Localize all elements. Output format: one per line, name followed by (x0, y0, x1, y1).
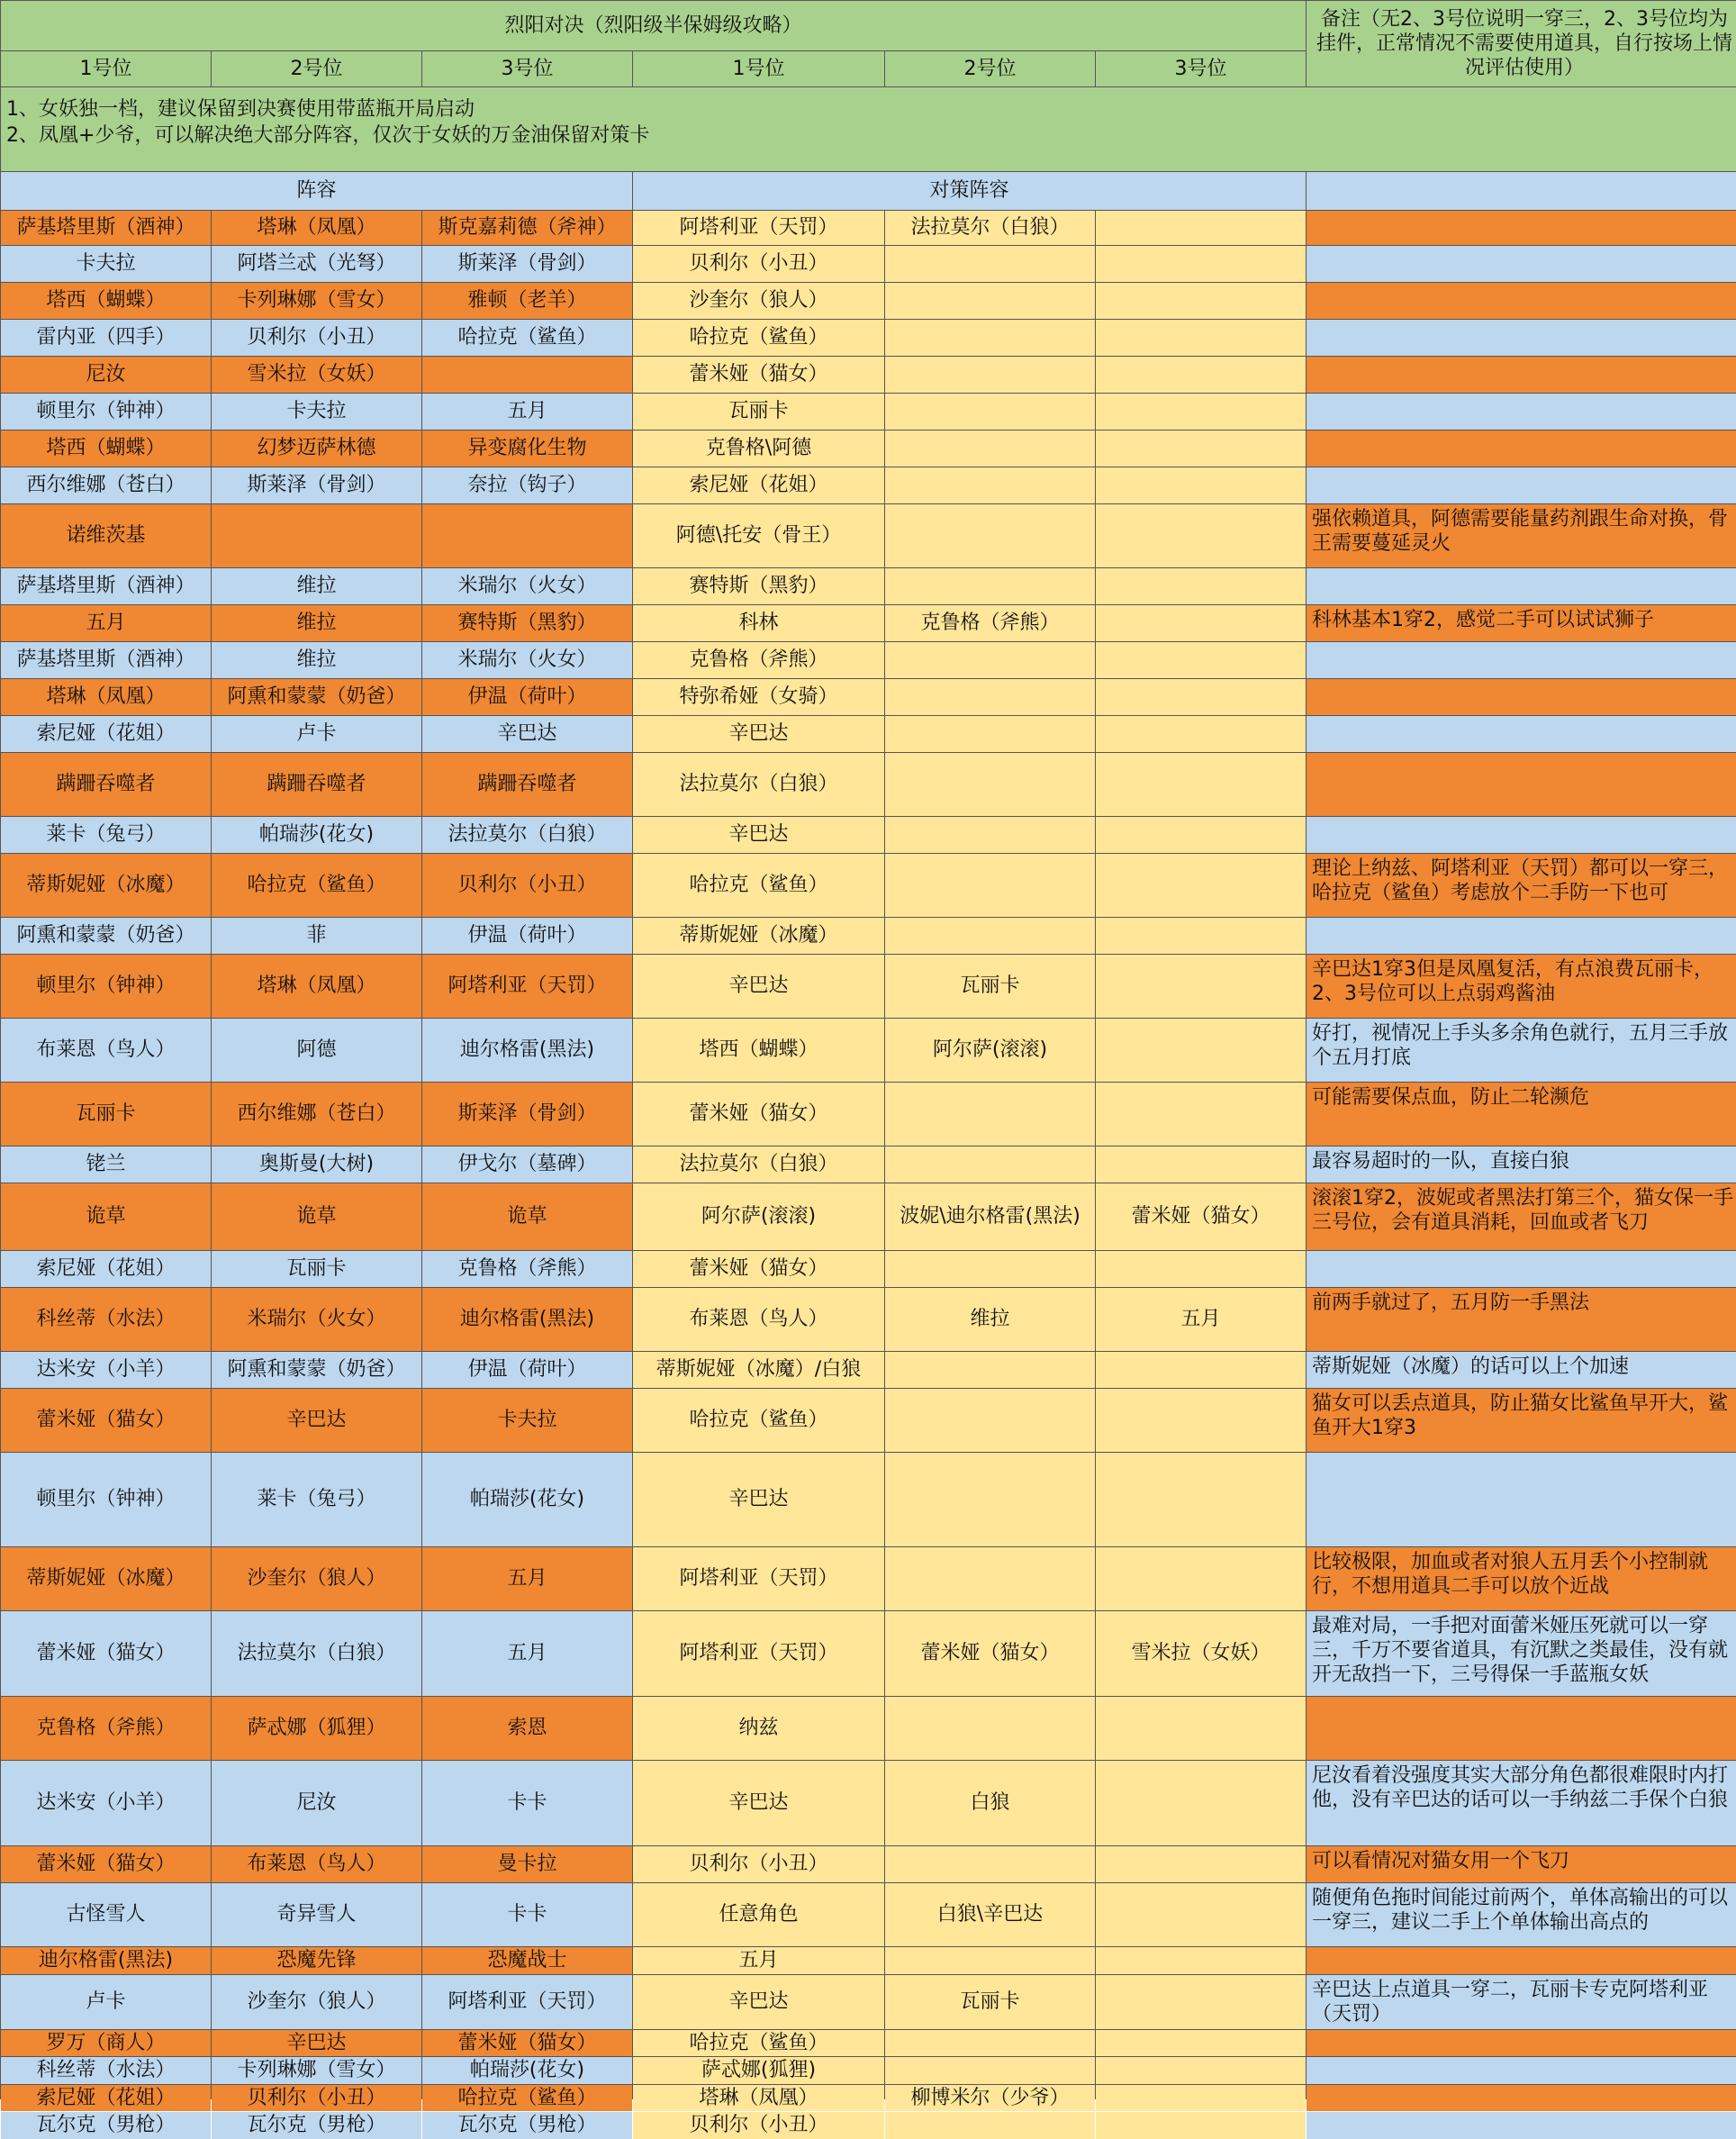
lineup-cell-3[interactable]: 阿塔利亚（天罚） (422, 1975, 632, 2029)
lineup-cell-3[interactable]: 卡夫拉 (422, 1389, 632, 1452)
lineup-cell-1[interactable]: 五月 (1, 605, 211, 641)
counter-cell-3[interactable]: 蕾米娅（猫女） (1096, 1183, 1306, 1250)
lineup-cell-2[interactable]: 奇异雪人 (212, 1883, 421, 1946)
counter-cell-3[interactable] (1096, 357, 1306, 393)
note-cell[interactable] (1307, 2112, 1736, 2139)
counter-cell-3[interactable] (1096, 1251, 1306, 1287)
lineup-cell-2[interactable]: 沙奎尔（狼人） (212, 1975, 421, 2029)
counter-cell-3[interactable] (1096, 568, 1306, 604)
lineup-cell-2[interactable]: 贝利尔（小丑） (212, 320, 421, 356)
lineup-cell-3[interactable]: 蕾米娅（猫女） (422, 2030, 632, 2056)
counter-cell-1[interactable]: 哈拉克（鲨鱼） (633, 1389, 884, 1452)
note-cell[interactable]: 猫女可以丢点道具，防止猫女比鲨鱼早开大，鲨鱼开大1穿3 (1307, 1389, 1736, 1452)
counter-cell-2[interactable] (885, 642, 1095, 678)
lineup-cell-1[interactable]: 达米安（小羊） (1, 1352, 211, 1388)
lineup-cell-1[interactable]: 铑兰 (1, 1147, 211, 1183)
lineup-cell-1[interactable]: 科丝蒂（水法） (1, 2057, 211, 2084)
lineup-cell-3[interactable]: 伊戈尔（墓碑） (422, 1147, 632, 1183)
lineup-cell-2[interactable]: 卢卡 (212, 716, 421, 752)
note-cell[interactable]: 蒂斯妮娅（冰魔）的话可以上个加速 (1307, 1352, 1736, 1388)
counter-cell-2[interactable]: 柳博米尔（少爷） (885, 2085, 1095, 2111)
counter-cell-2[interactable] (885, 1352, 1095, 1388)
lineup-cell-2[interactable]: 卡夫拉 (212, 394, 421, 430)
lineup-cell-1[interactable]: 古怪雪人 (1, 1883, 211, 1946)
lineup-cell-3[interactable]: 米瑞尔（火女） (422, 642, 632, 678)
note-cell[interactable]: 可能需要保点血，防止二轮濒危 (1307, 1083, 1736, 1146)
counter-cell-3[interactable] (1096, 283, 1306, 319)
counter-cell-3[interactable] (1096, 2112, 1306, 2139)
counter-section-header[interactable]: 对策阵容 (633, 172, 1306, 210)
note-cell[interactable] (1307, 246, 1736, 282)
counter-cell-2[interactable] (885, 467, 1095, 503)
counter-cell-1[interactable]: 纳兹 (633, 1697, 884, 1760)
counter-cell-3[interactable] (1096, 1947, 1306, 1974)
counter-cell-1[interactable]: 哈拉克（鲨鱼） (633, 320, 884, 356)
counter-cell-3[interactable] (1096, 394, 1306, 430)
lineup-cell-1[interactable]: 萨基塔里斯（酒神） (1, 568, 211, 604)
note-cell[interactable]: 理论上纳兹、阿塔利亚（天罚）都可以一穿三，哈拉克（鲨鱼）考虑放个二手防一下也可 (1307, 854, 1736, 917)
lineup-cell-3[interactable]: 诡草 (422, 1183, 632, 1250)
counter-cell-2[interactable] (885, 1846, 1095, 1882)
intro-line-2: 2、凤凰+少爷，可以解决绝大部分阵容，仅次于女妖的万金油保留对策卡 (6, 124, 650, 147)
lineup-cell-1[interactable]: 瓦尔克（男枪） (1, 2112, 211, 2139)
lineup-cell-2[interactable]: 阿熏和蒙蒙（奶爸） (212, 679, 421, 715)
lineup-cell-3[interactable]: 奈拉（钩子） (422, 467, 632, 503)
lineup-cell-2[interactable]: 幻梦迈萨林德 (212, 431, 421, 467)
lineup-cell-1[interactable]: 蕾米娅（猫女） (1, 1611, 211, 1696)
counter-position-2[interactable]: 2号位 (885, 51, 1095, 86)
note-cell[interactable]: 辛巴达上点道具一穿二，瓦丽卡专克阿塔利亚（天罚） (1307, 1975, 1736, 2029)
lineup-position-3[interactable]: 3号位 (422, 51, 632, 86)
lineup-cell-2[interactable]: 维拉 (212, 605, 421, 641)
lineup-cell-3[interactable]: 法拉莫尔（白狼） (422, 817, 632, 853)
lineup-cell-3[interactable]: 帕瑞莎(花女) (422, 2057, 632, 2084)
note-cell[interactable]: 随便角色拖时间能过前两个，单体高输出的可以一穿三，建议二手上个单体输出高点的 (1307, 1883, 1736, 1946)
counter-cell-2[interactable] (885, 2112, 1095, 2139)
counter-cell-1[interactable]: 瓦丽卡 (633, 394, 884, 430)
counter-cell-1[interactable]: 赛特斯（黑豹） (633, 568, 884, 604)
counter-cell-2[interactable] (885, 753, 1095, 816)
note-cell[interactable]: 滚滚1穿2，波妮或者黑法打第三个，猫女保一手三号位，会有道具消耗，回血或者飞刀 (1307, 1183, 1736, 1250)
counter-cell-2[interactable]: 维拉 (885, 1288, 1095, 1351)
note-cell[interactable] (1307, 753, 1736, 816)
counter-cell-3[interactable] (1096, 2085, 1306, 2111)
counter-cell-3[interactable] (1096, 431, 1306, 467)
counter-cell-1[interactable]: 索尼娅（花姐） (633, 467, 884, 503)
note-cell[interactable] (1307, 2030, 1736, 2056)
note-cell[interactable]: 最难对局，一手把对面蕾米娅压死就可以一穿三，千万不要省道具，有沉默之类最佳，没有就开无敌挡一下，三号得保一手蓝瓶女妖 (1307, 1611, 1736, 1696)
counter-cell-3[interactable] (1096, 1389, 1306, 1452)
counter-cell-1[interactable]: 贝利尔（小丑） (633, 2112, 884, 2139)
counter-cell-3[interactable] (1096, 642, 1306, 678)
lineup-cell-1[interactable]: 蕾米娅（猫女） (1, 1389, 211, 1452)
lineup-cell-3[interactable]: 曼卡拉 (422, 1846, 632, 1882)
note-cell[interactable] (1307, 394, 1736, 430)
counter-cell-3[interactable] (1096, 955, 1306, 1018)
note-cell[interactable] (1307, 357, 1736, 393)
lineup-cell-1[interactable]: 莱卡（兔弓） (1, 817, 211, 853)
lineup-cell-2[interactable]: 阿塔兰忒（光弩） (212, 246, 421, 282)
lineup-cell-2[interactable]: 布莱恩（鸟人） (212, 1846, 421, 1882)
counter-cell-2[interactable] (885, 246, 1095, 282)
lineup-position-1[interactable]: 1号位 (1, 51, 211, 86)
counter-cell-2[interactable] (885, 431, 1095, 467)
counter-cell-1[interactable]: 科林 (633, 605, 884, 641)
note-cell[interactable] (1307, 431, 1736, 467)
note-cell[interactable] (1307, 642, 1736, 678)
counter-cell-3[interactable] (1096, 1846, 1306, 1882)
counter-cell-1[interactable]: 阿塔利亚（天罚） (633, 211, 884, 245)
lineup-cell-1[interactable]: 雷内亚（四手） (1, 320, 211, 356)
counter-cell-3[interactable]: 五月 (1096, 1288, 1306, 1351)
counter-cell-1[interactable]: 哈拉克（鲨鱼） (633, 2030, 884, 2056)
counter-cell-1[interactable]: 阿塔利亚（天罚） (633, 1547, 884, 1610)
counter-cell-2[interactable] (885, 568, 1095, 604)
counter-cell-1[interactable]: 哈拉克（鲨鱼） (633, 854, 884, 917)
intro-line-1: 1、女妖独一档，建议保留到决赛使用带蓝瓶开局启动 (6, 98, 475, 121)
lineup-position-2[interactable]: 2号位 (212, 51, 421, 86)
counter-cell-3[interactable] (1096, 679, 1306, 715)
note-cell[interactable]: 最容易超时的一队，直接白狼 (1307, 1147, 1736, 1183)
counter-cell-1[interactable]: 阿塔利亚（天罚） (633, 1611, 884, 1696)
lineup-cell-1[interactable]: 顿里尔（钟神） (1, 394, 211, 430)
lineup-cell-1[interactable]: 克鲁格（斧熊） (1, 1697, 211, 1760)
lineup-cell-3[interactable]: 哈拉克（鲨鱼） (422, 2085, 632, 2111)
lineup-cell-2[interactable]: 雪米拉（女妖） (212, 357, 421, 393)
counter-cell-3[interactable] (1096, 1083, 1306, 1146)
lineup-cell-2[interactable]: 维拉 (212, 568, 421, 604)
counter-cell-2[interactable] (885, 1453, 1095, 1546)
lineup-cell-3[interactable]: 五月 (422, 1547, 632, 1610)
counter-cell-1[interactable]: 法拉莫尔（白狼） (633, 1147, 884, 1183)
lineup-cell-3[interactable]: 五月 (422, 394, 632, 430)
note-cell[interactable]: 强依赖道具，阿德需要能量药剂跟生命对换，骨王需要蔓延灵火 (1307, 504, 1736, 567)
lineup-cell-3[interactable]: 卡卡 (422, 1883, 632, 1946)
counter-cell-3[interactable] (1096, 1019, 1306, 1082)
counter-cell-1[interactable]: 法拉莫尔（白狼） (633, 753, 884, 816)
lineup-cell-1[interactable]: 卢卡 (1, 1975, 211, 2029)
lineup-cell-2[interactable]: 卡列琳娜（雪女） (212, 2057, 421, 2084)
lineup-cell-2[interactable]: 蹒跚吞噬者 (212, 753, 421, 816)
note-cell[interactable] (1307, 679, 1736, 715)
lineup-cell-2[interactable]: 菲 (212, 918, 421, 954)
sheet-title[interactable]: 烈阳对决（烈阳级半保姆级攻略） (1, 1, 1306, 50)
counter-cell-3[interactable] (1096, 2057, 1306, 2084)
lineup-cell-2[interactable]: 瓦尔克（男枪） (212, 2112, 421, 2139)
counter-cell-1[interactable]: 克鲁格（斧熊） (633, 642, 884, 678)
lineup-cell-1[interactable]: 尼汝 (1, 357, 211, 393)
counter-cell-2[interactable]: 法拉莫尔（白狼） (885, 211, 1095, 245)
counter-cell-3[interactable] (1096, 1453, 1306, 1546)
counter-cell-3[interactable]: 雪米拉（女妖） (1096, 1611, 1306, 1696)
lineup-cell-1[interactable]: 塔西（蝴蝶） (1, 283, 211, 319)
counter-cell-1[interactable]: 特弥希娅（女骑） (633, 679, 884, 715)
counter-cell-2[interactable] (885, 1389, 1095, 1452)
lineup-cell-2[interactable]: 瓦丽卡 (212, 1251, 421, 1287)
lineup-cell-3[interactable]: 伊温（荷叶） (422, 1352, 632, 1388)
lineup-cell-3[interactable]: 五月 (422, 1611, 632, 1696)
lineup-cell-1[interactable]: 布莱恩（鸟人） (1, 1019, 211, 1082)
lineup-cell-1[interactable]: 蕾米娅（猫女） (1, 1846, 211, 1882)
counter-cell-2[interactable]: 阿尔萨(滚滚) (885, 1019, 1095, 1082)
lineup-cell-2[interactable]: 尼汝 (212, 1761, 421, 1845)
lineup-cell-2[interactable]: 维拉 (212, 642, 421, 678)
note-cell[interactable] (1307, 1453, 1736, 1546)
counter-cell-3[interactable] (1096, 1975, 1306, 2029)
counter-cell-2[interactable] (885, 1147, 1095, 1183)
counter-cell-1[interactable]: 辛巴达 (633, 817, 884, 853)
lineup-cell-3[interactable]: 雅顿（老羊） (422, 283, 632, 319)
counter-cell-1[interactable]: 塔西（蝴蝶） (633, 1019, 884, 1082)
lineup-cell-1[interactable]: 科丝蒂（水法） (1, 1288, 211, 1351)
lineup-cell-2[interactable]: 莱卡（兔弓） (212, 1453, 421, 1546)
counter-cell-3[interactable] (1096, 467, 1306, 503)
counter-cell-1[interactable]: 贝利尔（小丑） (633, 1846, 884, 1882)
lineup-cell-1[interactable]: 迪尔格雷(黑法) (1, 1947, 211, 1974)
lineup-cell-1[interactable]: 罗万（商人） (1, 2030, 211, 2056)
lineup-cell-2[interactable]: 帕瑞莎(花女) (212, 817, 421, 853)
lineup-cell-1[interactable]: 诺维茨基 (1, 504, 211, 567)
counter-cell-1[interactable]: 沙奎尔（狼人） (633, 283, 884, 319)
lineup-cell-1[interactable]: 索尼娅（花姐） (1, 716, 211, 752)
counter-cell-3[interactable] (1096, 1883, 1306, 1946)
counter-cell-1[interactable]: 阿尔萨(滚滚) (633, 1183, 884, 1250)
counter-cell-2[interactable] (885, 320, 1095, 356)
lineup-cell-2[interactable] (212, 504, 421, 567)
counter-cell-2[interactable]: 白狼\辛巴达 (885, 1883, 1095, 1946)
lineup-cell-3[interactable]: 恐魔战士 (422, 1947, 632, 1974)
counter-cell-2[interactable] (885, 504, 1095, 567)
counter-cell-1[interactable]: 萨忒娜(狐狸) (633, 2057, 884, 2084)
lineup-cell-3[interactable]: 斯莱泽（骨剑） (422, 1083, 632, 1146)
counter-cell-1[interactable]: 蕾米娅（猫女） (633, 1083, 884, 1146)
counter-cell-1[interactable]: 塔琳（凤凰） (633, 2085, 884, 2111)
counter-cell-2[interactable] (885, 2030, 1095, 2056)
counter-cell-3[interactable] (1096, 1547, 1306, 1610)
counter-cell-2[interactable] (885, 394, 1095, 430)
lineup-cell-1[interactable]: 塔西（蝴蝶） (1, 431, 211, 467)
counter-cell-2[interactable] (885, 854, 1095, 917)
lineup-cell-1[interactable]: 蹒跚吞噬者 (1, 753, 211, 816)
counter-cell-2[interactable]: 白狼 (885, 1761, 1095, 1845)
counter-cell-2[interactable] (885, 1547, 1095, 1610)
lineup-cell-3[interactable]: 辛巴达 (422, 716, 632, 752)
counter-cell-3[interactable] (1096, 1352, 1306, 1388)
counter-cell-2[interactable] (885, 716, 1095, 752)
note-cell[interactable] (1307, 568, 1736, 604)
counter-cell-1[interactable]: 阿德\托安（骨王） (633, 504, 884, 567)
counter-cell-2[interactable] (885, 357, 1095, 393)
lineup-cell-2[interactable]: 米瑞尔（火女） (212, 1288, 421, 1351)
counter-cell-1[interactable]: 布莱恩（鸟人） (633, 1288, 884, 1351)
note-cell[interactable] (1307, 283, 1736, 319)
lineup-cell-2[interactable]: 卡列琳娜（雪女） (212, 283, 421, 319)
lineup-cell-3[interactable]: 索恩 (422, 1697, 632, 1760)
lineup-cell-3[interactable]: 瓦尔克（男枪） (422, 2112, 632, 2139)
counter-cell-1[interactable]: 蒂斯妮娅（冰魔）/白狼 (633, 1352, 884, 1388)
lineup-cell-3[interactable]: 克鲁格（斧熊） (422, 1251, 632, 1287)
counter-cell-3[interactable] (1096, 320, 1306, 356)
counter-cell-2[interactable] (885, 1083, 1095, 1146)
lineup-cell-1[interactable]: 萨基塔里斯（酒神） (1, 642, 211, 678)
counter-cell-1[interactable]: 辛巴达 (633, 1975, 884, 2029)
counter-position-3[interactable]: 3号位 (1096, 51, 1306, 86)
note-section-header[interactable] (1307, 172, 1736, 210)
counter-cell-3[interactable] (1096, 504, 1306, 567)
note-cell[interactable] (1307, 1251, 1736, 1287)
lineup-cell-2[interactable]: 贝利尔（小丑） (212, 2085, 421, 2111)
counter-cell-3[interactable] (1096, 817, 1306, 853)
lineup-cell-1[interactable]: 塔琳（凤凰） (1, 679, 211, 715)
lineup-cell-3[interactable]: 哈拉克（鲨鱼） (422, 320, 632, 356)
intro-notes[interactable] (1, 87, 1736, 171)
counter-cell-3[interactable] (1096, 246, 1306, 282)
lineup-cell-2[interactable]: 塔琳（凤凰） (212, 211, 421, 245)
counter-cell-3[interactable] (1096, 2030, 1306, 2056)
lineup-cell-2[interactable]: 阿熏和蒙蒙（奶爸） (212, 1352, 421, 1388)
lineup-cell-2[interactable]: 沙奎尔（狼人） (212, 1547, 421, 1610)
lineup-cell-2[interactable]: 奥斯曼(大树) (212, 1147, 421, 1183)
lineup-cell-3[interactable]: 迪尔格雷(黑法) (422, 1288, 632, 1351)
counter-cell-1[interactable]: 辛巴达 (633, 1761, 884, 1845)
lineup-cell-3[interactable]: 伊温（荷叶） (422, 918, 632, 954)
note-cell[interactable] (1307, 1697, 1736, 1760)
note-cell[interactable]: 科林基本1穿2，感觉二手可以试试狮子 (1307, 605, 1736, 641)
note-cell[interactable]: 尼汝看着没强度其实大部分角色都很难限时内打他，没有辛巴达的话可以一手纳兹二手保个白狼 (1307, 1761, 1736, 1845)
note-cell[interactable] (1307, 1947, 1736, 1974)
lineup-cell-2[interactable]: 阿德 (212, 1019, 421, 1082)
counter-cell-2[interactable]: 蕾米娅（猫女） (885, 1611, 1095, 1696)
note-cell[interactable] (1307, 2057, 1736, 2084)
counter-cell-3[interactable] (1096, 605, 1306, 641)
remarks-header[interactable]: 备注（无2、3号位说明一穿三，2、3号位均为挂件，正常情况不需要使用道具，自行按场上情况评估使用） (1307, 1, 1736, 86)
lineup-cell-1[interactable]: 顿里尔（钟神） (1, 955, 211, 1018)
lineup-cell-1[interactable]: 顿里尔（钟神） (1, 1453, 211, 1546)
note-cell[interactable]: 可以看情况对猫女用一个飞刀 (1307, 1846, 1736, 1882)
counter-cell-1[interactable]: 辛巴达 (633, 955, 884, 1018)
note-cell[interactable] (1307, 918, 1736, 954)
counter-cell-1[interactable]: 五月 (633, 1947, 884, 1974)
counter-cell-1[interactable]: 辛巴达 (633, 716, 884, 752)
counter-cell-3[interactable] (1096, 854, 1306, 917)
lineup-cell-2[interactable]: 西尔维娜（苍白） (212, 1083, 421, 1146)
counter-cell-2[interactable] (885, 1251, 1095, 1287)
lineup-cell-1[interactable]: 西尔维娜（苍白） (1, 467, 211, 503)
lineup-cell-1[interactable]: 索尼娅（花姐） (1, 1251, 211, 1287)
counter-cell-2[interactable] (885, 2057, 1095, 2084)
lineup-cell-3[interactable]: 蹒跚吞噬者 (422, 753, 632, 816)
lineup-cell-2[interactable]: 恐魔先锋 (212, 1947, 421, 1974)
counter-cell-3[interactable] (1096, 1147, 1306, 1183)
lineup-cell-2[interactable]: 辛巴达 (212, 2030, 421, 2056)
counter-cell-3[interactable] (1096, 1761, 1306, 1845)
lineup-cell-1[interactable]: 卡夫拉 (1, 246, 211, 282)
lineup-cell-1[interactable]: 萨基塔里斯（酒神） (1, 211, 211, 245)
lineup-cell-3[interactable]: 异变腐化生物 (422, 431, 632, 467)
lineup-cell-3[interactable]: 阿塔利亚（天罚） (422, 955, 632, 1018)
counter-cell-1[interactable]: 蕾米娅（猫女） (633, 1251, 884, 1287)
lineup-cell-3[interactable]: 帕瑞莎(花女) (422, 1453, 632, 1546)
note-cell[interactable]: 前两手就过了，五月防一手黑法 (1307, 1288, 1736, 1351)
note-cell[interactable]: 比较极限，加血或者对狼人五月丢个小控制就行，不想用道具二手可以放个近战 (1307, 1547, 1736, 1610)
counter-cell-3[interactable] (1096, 716, 1306, 752)
counter-cell-3[interactable] (1096, 753, 1306, 816)
counter-cell-2[interactable] (885, 918, 1095, 954)
counter-cell-2[interactable] (885, 283, 1095, 319)
note-cell[interactable] (1307, 320, 1736, 356)
note-cell[interactable] (1307, 2085, 1736, 2111)
counter-cell-1[interactable]: 蕾米娅（猫女） (633, 357, 884, 393)
counter-cell-2[interactable]: 波妮\迪尔格雷(黑法) (885, 1183, 1095, 1250)
counter-cell-1[interactable]: 蒂斯妮娅（冰魔） (633, 918, 884, 954)
note-cell[interactable]: 辛巴达1穿3但是凤凰复活，有点浪费瓦丽卡，2、3号位可以上点弱鸡酱油 (1307, 955, 1736, 1018)
lineup-cell-1[interactable]: 诡草 (1, 1183, 211, 1250)
counter-cell-1[interactable]: 克鲁格\阿德 (633, 431, 884, 467)
counter-cell-2[interactable]: 瓦丽卡 (885, 1975, 1095, 2029)
counter-cell-3[interactable] (1096, 211, 1306, 245)
lineup-cell-2[interactable]: 辛巴达 (212, 1389, 421, 1452)
lineup-cell-3[interactable]: 米瑞尔（火女） (422, 568, 632, 604)
counter-cell-2[interactable] (885, 1697, 1095, 1760)
lineup-cell-2[interactable]: 塔琳（凤凰） (212, 955, 421, 1018)
counter-cell-2[interactable]: 克鲁格（斧熊） (885, 605, 1095, 641)
counter-cell-1[interactable]: 辛巴达 (633, 1453, 884, 1546)
lineup-cell-3[interactable] (422, 357, 632, 393)
lineup-cell-2[interactable]: 法拉莫尔（白狼） (212, 1611, 421, 1696)
counter-position-1[interactable]: 1号位 (633, 51, 884, 86)
lineup-cell-2[interactable]: 斯莱泽（骨剑） (212, 467, 421, 503)
lineup-cell-3[interactable]: 卡卡 (422, 1761, 632, 1845)
lineup-cell-1[interactable]: 蒂斯妮娅（冰魔） (1, 1547, 211, 1610)
lineup-section-header[interactable]: 阵容 (1, 172, 632, 210)
lineup-cell-1[interactable]: 达米安（小羊） (1, 1761, 211, 1845)
note-cell[interactable]: 好打，视情况上手头多余角色就行，五月三手放个五月打底 (1307, 1019, 1736, 1082)
counter-cell-2[interactable] (885, 679, 1095, 715)
counter-cell-1[interactable]: 贝利尔（小丑） (633, 246, 884, 282)
counter-cell-3[interactable] (1096, 918, 1306, 954)
note-cell[interactable] (1307, 716, 1736, 752)
lineup-cell-3[interactable] (422, 504, 632, 567)
lineup-cell-3[interactable]: 贝利尔（小丑） (422, 854, 632, 917)
lineup-cell-1[interactable]: 索尼娅（花姐） (1, 2085, 211, 2111)
lineup-cell-3[interactable]: 斯克嘉莉德（斧神） (422, 211, 632, 245)
counter-cell-3[interactable] (1096, 1697, 1306, 1760)
counter-cell-2[interactable]: 瓦丽卡 (885, 955, 1095, 1018)
lineup-cell-3[interactable]: 赛特斯（黑豹） (422, 605, 632, 641)
note-cell[interactable] (1307, 467, 1736, 503)
lineup-cell-3[interactable]: 迪尔格雷(黑法) (422, 1019, 632, 1082)
note-cell[interactable] (1307, 211, 1736, 245)
lineup-cell-2[interactable]: 哈拉克（鲨鱼） (212, 854, 421, 917)
lineup-cell-3[interactable]: 伊温（荷叶） (422, 679, 632, 715)
lineup-cell-2[interactable]: 诡草 (212, 1183, 421, 1250)
lineup-cell-1[interactable]: 蒂斯妮娅（冰魔） (1, 854, 211, 917)
lineup-cell-1[interactable]: 阿熏和蒙蒙（奶爸） (1, 918, 211, 954)
lineup-cell-1[interactable]: 瓦丽卡 (1, 1083, 211, 1146)
counter-cell-2[interactable] (885, 817, 1095, 853)
note-cell[interactable] (1307, 817, 1736, 853)
lineup-cell-2[interactable]: 萨忒娜（狐狸） (212, 1697, 421, 1760)
counter-cell-2[interactable] (885, 1947, 1095, 1974)
counter-cell-1[interactable]: 任意角色 (633, 1883, 884, 1946)
lineup-cell-3[interactable]: 斯莱泽（骨剑） (422, 246, 632, 282)
